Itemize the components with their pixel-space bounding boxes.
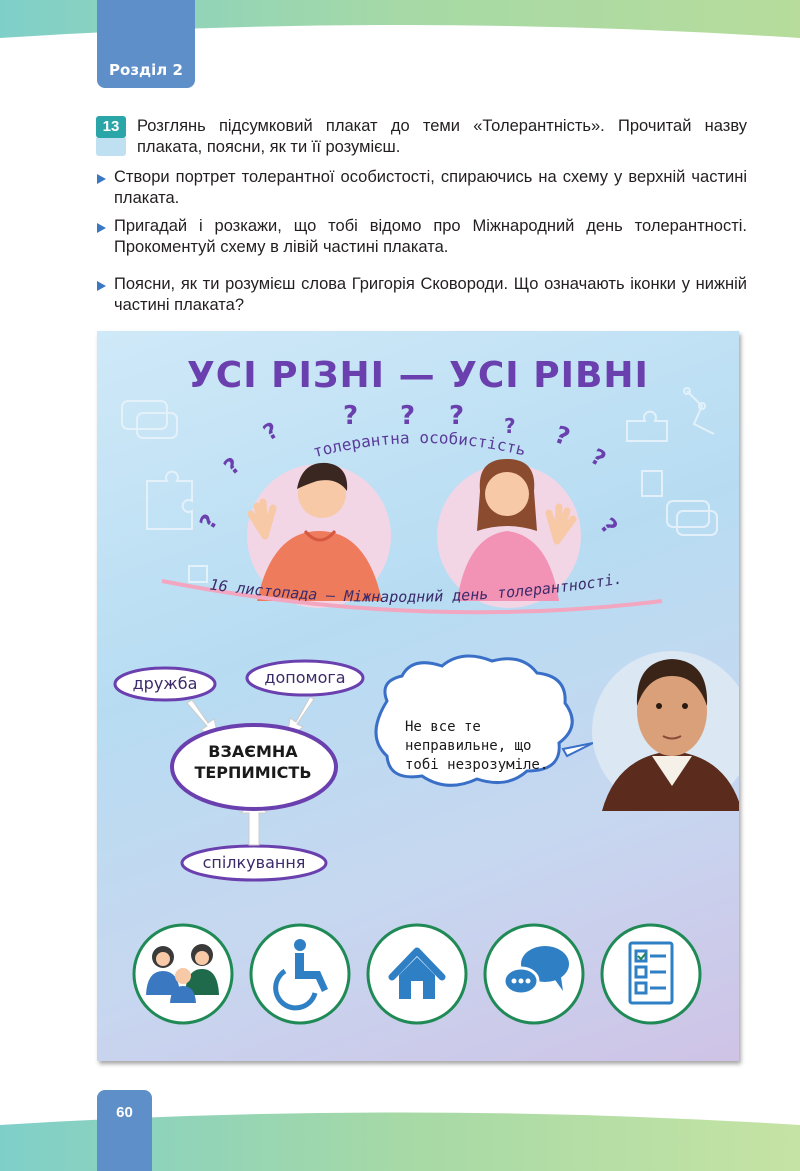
svg-text:?: ? bbox=[400, 401, 416, 431]
tag-help: допомога bbox=[264, 668, 346, 687]
center-label: ВЗАЄМНА ТЕРПИМІСТЬ bbox=[194, 742, 312, 782]
svg-text:?: ? bbox=[449, 401, 465, 431]
svg-text:?: ? bbox=[586, 444, 610, 473]
section-tab bbox=[97, 0, 195, 88]
poster-title: УСІ РІЗНІ — УСІ РІВНІ bbox=[187, 355, 649, 396]
svg-text:?: ? bbox=[504, 414, 516, 438]
task-bullet-2: Пригадай і розкажи, що тобі відомо про Міжнародний день толерантності. Прокоментуй схему в лівій частині плаката. bbox=[114, 217, 747, 256]
svg-text:?: ? bbox=[259, 418, 284, 447]
svg-text:?: ? bbox=[219, 453, 246, 481]
tag-communication: спілкування bbox=[202, 853, 306, 872]
bullet-icon bbox=[96, 277, 112, 293]
arc-label: толерантна особистість bbox=[310, 427, 528, 462]
task-bullet-1: Створи портрет толерантної особистості, спираючись на схему у верхній частині плаката. bbox=[114, 168, 747, 207]
svg-text:?: ? bbox=[195, 510, 224, 534]
skovoroda-portrait bbox=[592, 651, 739, 811]
page-number-tab bbox=[97, 1090, 152, 1171]
quote-text: Не все те неправильне, що тобі незрозуміле. bbox=[405, 719, 549, 773]
poster bbox=[97, 331, 739, 1061]
task-intro: Розглянь підсумковий плакат до теми «Толерантність». Прочитай назву плаката, поясни, як ти її розумієш. bbox=[137, 117, 747, 156]
date-line: 16 листопада — Міжнародний день толерантності. bbox=[208, 569, 624, 606]
page-number: 60 bbox=[116, 1104, 133, 1121]
bullet-icon bbox=[96, 219, 112, 235]
svg-text:?: ? bbox=[550, 420, 574, 452]
bullet-icon bbox=[96, 170, 112, 186]
task-number-badge bbox=[96, 116, 126, 156]
task-number: 13 bbox=[96, 116, 126, 138]
task-bullet-3: Поясни, як ти розумієш слова Григорія Сковороди. Що означають іконки у нижній частині плаката? bbox=[114, 275, 747, 314]
svg-text:?: ? bbox=[594, 513, 622, 540]
tag-friendship: дружба bbox=[132, 674, 198, 693]
section-label: Розділ 2 bbox=[109, 61, 183, 79]
poster-illustration bbox=[97, 331, 739, 1061]
svg-text:?: ? bbox=[343, 401, 359, 431]
